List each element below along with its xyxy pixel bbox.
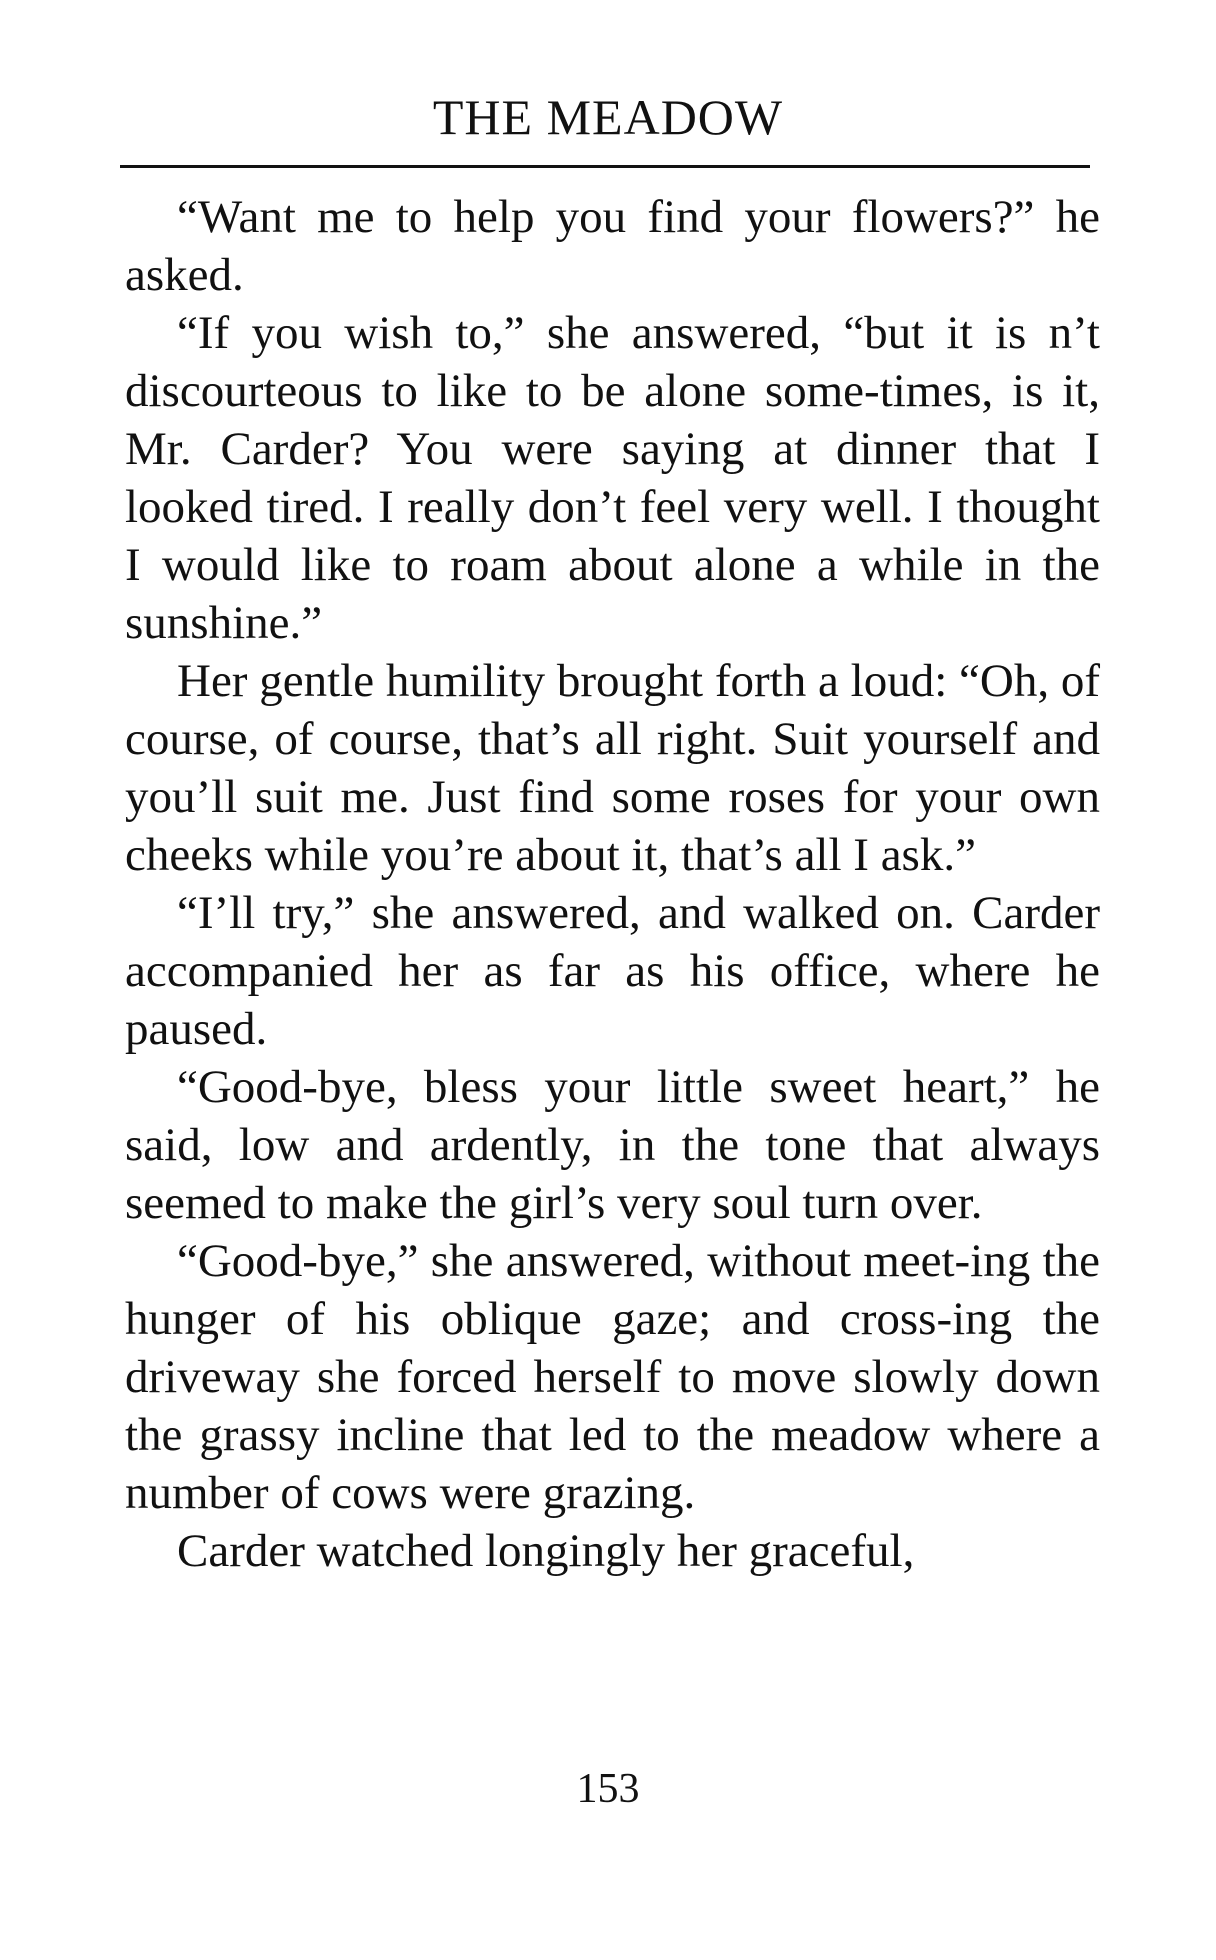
paragraph-3: Her gentle humility brought forth a loud: “Oh, of course, of course, that’s all right. Suit yourself and you’ll suit me. Just find some roses for your own cheeks while you’re about it, that’s all I ask.” — [125, 655, 1100, 881]
paragraph-7: Carder watched longingly her graceful, — [177, 1525, 915, 1577]
paragraph-2: “If you wish to,” she answered, “but it is n’t discourteous to like to be alone some-times, is it, Mr. Carder? You were saying at dinner that I looked tired. I really don’t feel very well. I thought I would like to roam about alone a while in the sunshine.” — [125, 307, 1100, 649]
header-rule — [120, 165, 1090, 168]
running-head: THE MEADOW — [432, 89, 784, 145]
paragraph-5: “Good-bye, bless your little sweet heart,” he said, low and ardently, in the tone that always seemed to make the girl’s very soul turn over. — [125, 1061, 1100, 1229]
paragraph-4: “I’ll try,” she answered, and walked on. Carder accompanied her as far as his office, where he paused. — [125, 887, 1100, 1055]
body-text — [125, 188, 1100, 1580]
paragraph-6: “Good-bye,” she answered, without meet-ing the hunger of his oblique gaze; and cross-ing the driveway she forced herself to move slowly down the grassy incline that led to the meadow where a number of cows were grazing. — [125, 1235, 1100, 1519]
paragraph-1: “Want me to help you find your flowers?” he asked. — [125, 191, 1100, 301]
page-number: 153 — [576, 1766, 640, 1812]
